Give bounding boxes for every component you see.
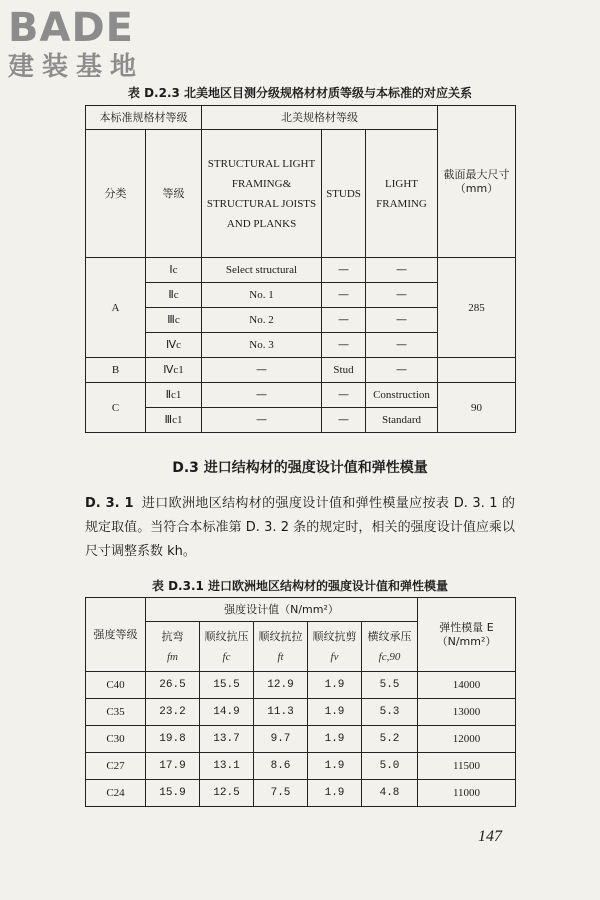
size-cell: 285 [438,258,516,358]
studs-cell: — [322,283,366,308]
fv-cell: 1.9 [308,753,362,780]
fc90-cell: 4.8 [362,780,418,807]
structural-cell: No. 3 [202,333,322,358]
studs-cell: — [322,383,366,408]
strength-design-header: 强度设计值（N/mm²） [146,598,418,622]
transverse-symbol: fc,90 [378,650,401,663]
strength-grade-header: 强度等级 [86,598,146,672]
grade-correspondence-table [85,105,516,433]
grade-cell: Ⅰc [146,258,202,283]
modulus-cell: 12000 [418,726,516,753]
class-cell: C [86,383,146,433]
fv-cell: 1.9 [308,780,362,807]
light-framing-cell: — [366,308,438,333]
bending-label: 抗弯 [161,629,184,643]
strength-modulus-table [85,597,516,807]
fc90-cell: 5.5 [362,672,418,699]
shear-label: 顺纹抗剪 [312,629,357,643]
ft-cell: 8.6 [254,753,308,780]
logo [8,6,144,82]
compression-header [200,622,254,672]
fv-cell: 1.9 [308,672,362,699]
modulus-cell: 11000 [418,780,516,807]
table2-caption: 表 D.3.1 进口欧洲地区结构材的强度设计值和弹性模量 [151,579,449,593]
class-cell: A [86,258,146,358]
fc90-cell: 5.3 [362,699,418,726]
ft-cell: 11.3 [254,699,308,726]
fm-cell: 23.2 [146,699,200,726]
fm-cell: 15.9 [146,780,200,807]
structural-cell: — [202,408,322,433]
ft-cell: 9.7 [254,726,308,753]
grade-cell: Ⅳc [146,333,202,358]
shear-header [308,622,362,672]
ft-cell: 7.5 [254,780,308,807]
light-framing-cell: — [366,358,438,383]
strength-grade-cell: C27 [86,753,146,780]
fv-cell: 1.9 [308,726,362,753]
light-framing-cell: — [366,283,438,308]
strength-grade-cell: C30 [86,726,146,753]
transverse-header [362,622,418,672]
shear-symbol: fv [330,650,339,663]
strength-grade-cell: C24 [86,780,146,807]
studs-cell: — [322,308,366,333]
logo-main-text: BADE [8,5,134,51]
studs-cell: Stud [322,358,366,383]
size-cell [438,358,516,383]
max-size-header: 截面最大尺寸（mm） [438,106,516,258]
structural-cell: — [202,383,322,408]
grade-cell: Ⅱc1 [146,383,202,408]
tension-header [254,622,308,672]
fc-cell: 12.5 [200,780,254,807]
fv-cell: 1.9 [308,699,362,726]
class-cell: B [86,358,146,383]
bending-symbol: fm [167,650,178,663]
transverse-label: 横纹承压 [367,629,412,643]
north-american-grade-header: 北美规格材等级 [202,106,438,130]
light-framing-cell: — [366,333,438,358]
studs-cell: — [322,258,366,283]
grade-cell: Ⅲc [146,308,202,333]
fc90-cell: 5.0 [362,753,418,780]
clause-text: 进口欧洲地区结构材的强度设计值和弹性模量应按表 D. 3. 1 的规定取值。当符合本标准第 D. 3. 2 条的规定时，相关的强度设计值应乘以尺寸调整系数 kh。 [85,496,515,559]
fc90-cell: 5.2 [362,726,418,753]
fm-cell: 17.9 [146,753,200,780]
structural-cell: Select structural [202,258,322,283]
fm-cell: 26.5 [146,672,200,699]
clause-paragraph [85,492,515,564]
grade-header: 等级 [146,130,202,258]
grade-cell: Ⅱc [146,283,202,308]
studs-header: STUDS [322,130,366,258]
studs-cell: — [322,408,366,433]
page-number: 147 [478,828,502,845]
compression-label: 顺纹抗压 [204,629,249,643]
ft-cell: 12.9 [254,672,308,699]
modulus-cell: 11500 [418,753,516,780]
fc-cell: 15.5 [200,672,254,699]
fc-cell: 13.1 [200,753,254,780]
table1-caption: 表 D.2.3 北美地区目测分级规格材材质等级与本标准的对应关系 [127,86,473,100]
light-framing-header: LIGHT FRAMING [366,130,438,258]
light-framing-cell: Standard [366,408,438,433]
structural-cell: No. 2 [202,308,322,333]
studs-cell: — [322,333,366,358]
strength-grade-cell: C40 [86,672,146,699]
clause-number: D. 3. 1 [85,496,134,511]
light-framing-cell: — [366,258,438,283]
bending-header [146,622,200,672]
logo-sub-text: 建装基地 [8,52,145,82]
size-cell: 90 [438,383,516,433]
section-heading: D.3 进口结构材的强度设计值和弹性模量 [172,460,428,476]
classification-header: 分类 [86,130,146,258]
compression-symbol: fc [222,650,231,663]
structural-cell: No. 1 [202,283,322,308]
grade-cell: Ⅲc1 [146,408,202,433]
standard-grade-header: 本标准规格材等级 [86,106,202,130]
modulus-cell: 13000 [418,699,516,726]
fc-cell: 14.9 [200,699,254,726]
fm-cell: 19.8 [146,726,200,753]
tension-label: 顺纹抗拉 [258,629,303,643]
tension-symbol: ft [277,650,284,663]
fc-cell: 13.7 [200,726,254,753]
elastic-modulus-header: 弹性模量 E（N/mm²） [418,598,516,672]
modulus-cell: 14000 [418,672,516,699]
light-framing-cell: Construction [366,383,438,408]
structural-header: STRUCTURAL LIGHT FRAMING& STRUCTURAL JOISTS AND PLANKS [202,130,322,258]
structural-cell: — [202,358,322,383]
strength-grade-cell: C35 [86,699,146,726]
grade-cell: Ⅳc1 [146,358,202,383]
